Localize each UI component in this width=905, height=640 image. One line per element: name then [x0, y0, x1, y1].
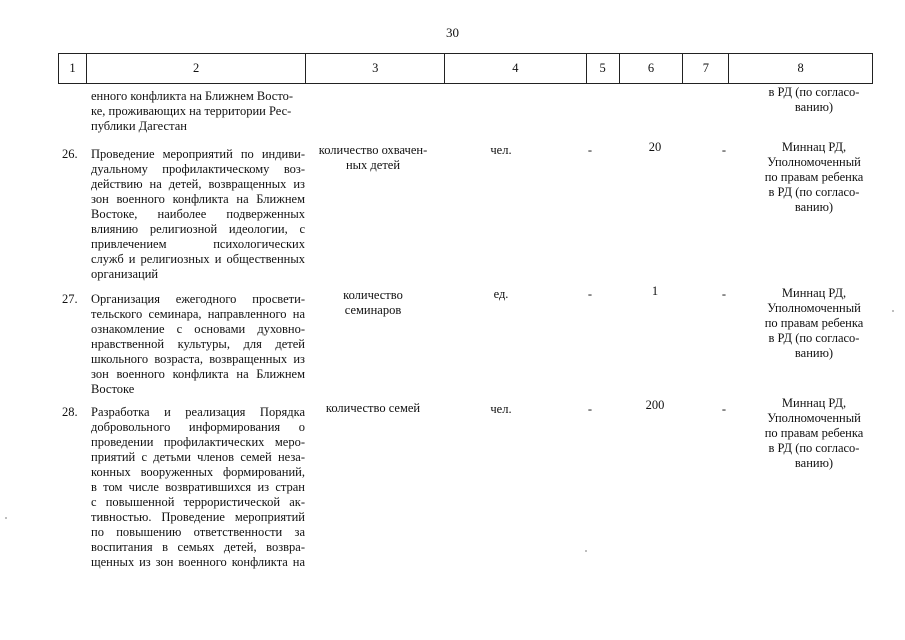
text-line: количество охвачен-	[318, 143, 428, 157]
text-line: Востоке, наиболее подверженных	[91, 207, 305, 221]
continuation-description	[91, 89, 305, 134]
scan-speck	[892, 310, 894, 312]
text-line: в РД (по согласо-	[768, 185, 860, 199]
text-line: в РД (по согласо-	[768, 441, 860, 455]
row-unit: ед.	[493, 287, 509, 301]
text-line: по правам ребенка	[764, 170, 864, 184]
text-line: Миннац РД,	[781, 286, 847, 300]
row-number: 28.	[62, 405, 78, 419]
row-indicator	[310, 401, 436, 416]
text-line: в том числе возвратившихся из стран	[91, 480, 305, 494]
text-line: по правам ребенка	[764, 316, 864, 330]
text-line: Уполномоченный	[767, 155, 861, 169]
text-line: тельского семинара, направленного на	[91, 307, 305, 321]
text-line: с повышенной террористической ак-	[91, 495, 305, 509]
row-unit: чел.	[490, 402, 512, 416]
text-line: ванию)	[794, 456, 834, 470]
page-number: 30	[446, 25, 459, 40]
text-line: организаций	[91, 267, 159, 281]
header-col-5: 5	[587, 54, 620, 83]
text-line: конных вооруженных формирований,	[91, 465, 305, 479]
text-line: проведении профилактических меро-	[91, 435, 305, 449]
text-line: по повышению ответственности за	[91, 525, 305, 539]
text-line: по правам ребенка	[764, 426, 864, 440]
header-col-8: 8	[797, 61, 804, 75]
row-description	[91, 147, 305, 282]
text-line: количество	[343, 288, 403, 302]
row-description	[91, 292, 305, 397]
text-line: семинаров	[344, 303, 402, 317]
text-line: Организация ежегодного просвети-	[91, 292, 305, 306]
text-line: воспитания в семьях детей, возвра-	[91, 540, 305, 554]
header-col-3: 3	[306, 54, 445, 83]
text-line: енного конфликта на Ближнем Восто-	[91, 89, 294, 103]
row-col7: -	[721, 287, 727, 301]
scan-speck	[5, 517, 7, 519]
text-line: Разработка и реализация Порядка	[91, 405, 305, 419]
row-unit: чел.	[490, 143, 512, 157]
continuation-responsible	[752, 85, 876, 115]
row-col5: -	[587, 402, 593, 416]
text-line: тивностью. Проведение мероприятий	[91, 510, 305, 524]
row-responsible	[752, 140, 876, 215]
text-line: ознакомление с основами духовно-	[91, 322, 305, 336]
text-line: служб и религиозных и общественных	[91, 252, 305, 266]
header-col-2: 2	[87, 54, 306, 83]
row-col7: -	[721, 143, 727, 157]
row-responsible	[752, 286, 876, 361]
text-line: нравственной культуры, для детей	[91, 337, 305, 351]
row-responsible	[752, 396, 876, 471]
text-line: в РД (по согласо-	[768, 85, 860, 99]
text-line: дуальному профилактическому воз-	[91, 162, 305, 176]
row-value: 200	[645, 398, 665, 412]
row-value: 20	[648, 140, 662, 154]
text-line: Миннац РД,	[781, 140, 847, 154]
text-line: ванию)	[794, 100, 834, 114]
row-number: 26.	[62, 147, 78, 161]
text-line: Уполномоченный	[767, 411, 861, 425]
text-line: количество семей	[325, 401, 421, 415]
text-line: зон военного конфликта на Ближнем	[91, 367, 305, 381]
row-col5: -	[587, 287, 593, 301]
row-indicator	[310, 288, 436, 318]
text-line: школьного возраста, возвращенных из	[91, 352, 305, 366]
row-col7: -	[721, 402, 727, 416]
row-indicator	[310, 143, 436, 173]
text-line: влиянию религиозной идеологии, с	[91, 222, 305, 236]
row-number: 27.	[62, 292, 78, 306]
text-line: Миннац РД,	[781, 396, 847, 410]
header-col-6: 6	[620, 54, 684, 83]
scan-speck	[585, 550, 587, 552]
text-line: Проведение мероприятий по индиви-	[91, 147, 305, 161]
row-description	[91, 405, 305, 570]
header-col-7: 7	[683, 54, 729, 83]
text-line: ванию)	[794, 200, 834, 214]
text-line: в РД (по согласо-	[768, 331, 860, 345]
table-header	[58, 53, 873, 84]
text-line: ке, проживающих на территории Рес-	[91, 104, 292, 118]
text-line: привлечением психологических	[91, 237, 305, 251]
text-line: щенных из зон военного конфликта на	[91, 555, 305, 569]
header-col-1: 1	[59, 54, 87, 83]
text-line: ных детей	[345, 158, 401, 172]
row-value: 1	[651, 284, 659, 298]
row-col5: -	[587, 143, 593, 157]
text-line: зон военного конфликта на Ближнем	[91, 192, 305, 206]
text-line: приятий с детьми членов семей неза-	[91, 450, 305, 464]
text-line: ванию)	[794, 346, 834, 360]
header-col-4: 4	[445, 54, 587, 83]
text-line: добровольного информирования о	[91, 420, 305, 434]
text-line: действию на детей, возвращенных из	[91, 177, 305, 191]
text-line: Востоке	[91, 382, 135, 396]
text-line: Уполномоченный	[767, 301, 861, 315]
text-line: публики Дагестан	[91, 119, 187, 133]
